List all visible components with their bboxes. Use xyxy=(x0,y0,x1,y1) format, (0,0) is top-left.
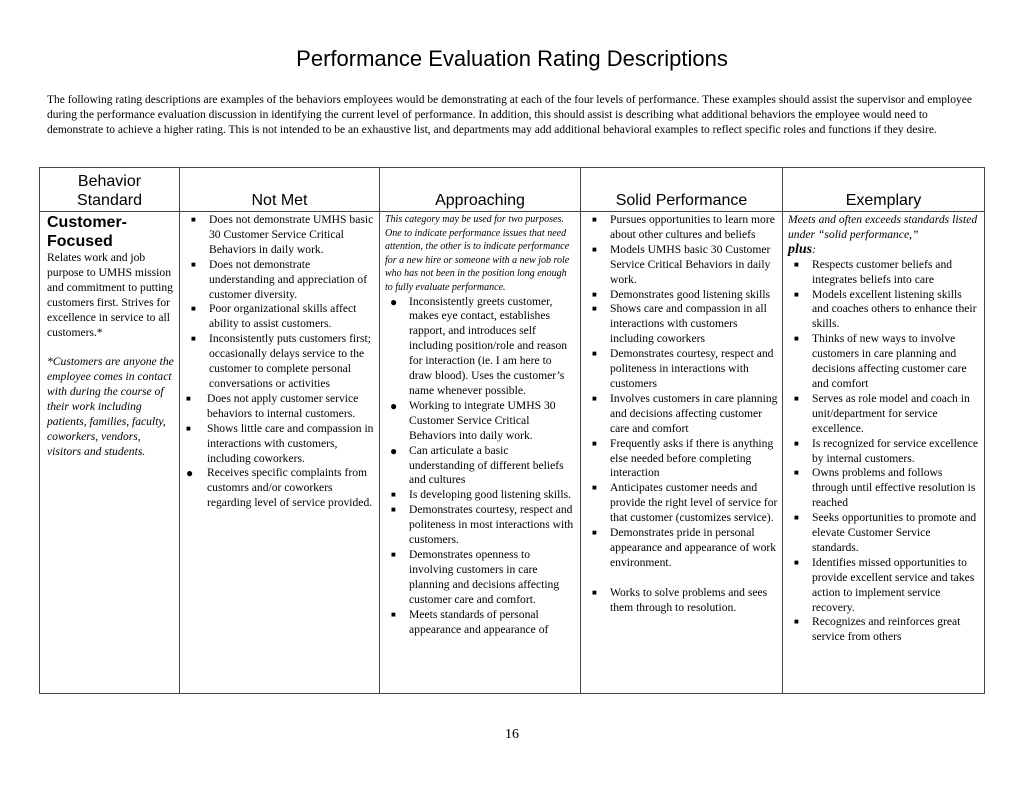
square-bullet-icon: ■ xyxy=(592,483,597,493)
list-item-text: Respects customer beliefs and integrates beliefs into care xyxy=(812,257,953,286)
list-item xyxy=(385,399,576,444)
header-solid-performance: Solid Performance xyxy=(581,168,783,212)
square-bullet-icon: ■ xyxy=(794,438,799,448)
square-bullet-icon: ■ xyxy=(191,215,196,224)
rating-table xyxy=(39,167,985,694)
list-item-text: Inconsistently puts customers first; occasionally delays service to the customer to complete personal conversations or activities xyxy=(209,332,371,390)
list-item-text: Recognizes and reinforces great service from others xyxy=(812,615,961,644)
list-item xyxy=(586,302,778,347)
behavior-cell xyxy=(40,212,180,694)
square-bullet-icon: ■ xyxy=(794,468,799,478)
list-item-text: Demonstrates courtesy, respect and politeness in interactions with customers xyxy=(610,347,774,390)
spacer xyxy=(47,340,175,355)
list-item-text: Is recognized for service excellence by internal customers. xyxy=(812,436,979,465)
list-item xyxy=(385,295,576,399)
exemplary-plus: plus xyxy=(788,241,813,257)
square-bullet-icon: ■ xyxy=(592,393,597,403)
square-bullet-icon: ■ xyxy=(592,215,597,224)
list-item-text: Demonstrates good listening skills xyxy=(610,287,771,301)
round-bullet-icon: ● xyxy=(390,294,398,309)
list-item-text: Thinks of new ways to involve customers in care planning and decisions affecting customer care and comfort xyxy=(812,332,967,390)
list-item xyxy=(185,258,375,303)
list-item-text: Does not apply customer service behaviors to internal customers. xyxy=(207,391,359,420)
square-bullet-icon: ■ xyxy=(592,349,597,359)
square-bullet-icon: ■ xyxy=(592,289,597,299)
list-item xyxy=(788,615,980,645)
list-item xyxy=(788,466,980,511)
list-item xyxy=(788,332,980,392)
square-bullet-icon: ■ xyxy=(191,259,196,269)
exemplary-list xyxy=(788,258,980,646)
exemplary-plus-line xyxy=(788,243,980,258)
list-item-text: Models UMHS basic 30 Customer Service Critical Behaviors in daily work. xyxy=(610,242,771,286)
list-item-text: Frequently asks if there is anything else needed before completing interaction xyxy=(610,436,774,480)
page-number: 16 xyxy=(505,727,519,742)
header-approaching: Approaching xyxy=(380,168,581,212)
not-met-list xyxy=(185,213,375,511)
list-item-text: Anticipates customer needs and provide the right level of service for that customer (customizes service). xyxy=(610,481,778,525)
square-bullet-icon: ■ xyxy=(794,289,799,299)
square-bullet-icon: ■ xyxy=(794,393,799,403)
square-bullet-icon: ■ xyxy=(186,423,191,433)
colon-glyph: : xyxy=(812,242,816,256)
approaching-list xyxy=(385,295,576,638)
list-item-text: Demonstrates openness to involving customers in care planning and decisions affecting customer care and comfort. xyxy=(409,547,560,606)
list-item-text: Meets standards of personal appearance and appearance of xyxy=(409,607,549,636)
square-bullet-icon: ■ xyxy=(794,557,799,567)
list-item xyxy=(385,503,576,548)
list-item-text: Working to integrate UMHS 30 Customer Service Critical Behaviors into daily work. xyxy=(409,398,556,442)
intro-paragraph: The following rating descriptions are examples of the behaviors employees would be demonstrating at each of the four levels of performance. These examples should assist the supervisor and employee during the performance evaluation discussion in identifying the current level of performance. In addition, this should assist is describing what additional behaviors the employee would need to demonstrate to achieve a higher rating. This is not intended to be an exhaustive list, and departments may add additional behavioral examples to reflect specific roles and functions if they desire. xyxy=(47,94,972,136)
header-behavior-line1: Behavior xyxy=(77,173,142,190)
page-title: Performance Evaluation Rating Descriptions xyxy=(296,46,728,71)
round-bullet-icon: ● xyxy=(390,443,398,458)
list-item-text: Seeks opportunities to promote and elevate Customer Service standards. xyxy=(812,511,977,554)
list-item xyxy=(788,392,980,437)
list-item xyxy=(185,422,375,467)
list-item xyxy=(586,586,778,616)
list-item xyxy=(586,288,778,303)
round-bullet-icon: ● xyxy=(390,398,398,413)
list-item-text: Poor organizational skills affect ability to assist customers. xyxy=(209,302,357,331)
list-item xyxy=(586,437,778,482)
list-item xyxy=(586,481,778,526)
behavior-description: Relates work and job purpose to UMHS mission and commitment to putting customers first. Strives for excellence in service to all customers.* xyxy=(47,251,173,339)
list-item xyxy=(788,556,980,616)
square-bullet-icon: ■ xyxy=(391,490,396,500)
exemplary-intro xyxy=(788,213,980,243)
list-item-text: Is developing good listening skills. xyxy=(409,488,571,502)
square-bullet-icon: ■ xyxy=(186,393,191,403)
header-behavior-line2: Standard xyxy=(77,192,142,209)
square-bullet-icon: ■ xyxy=(592,587,597,597)
list-item xyxy=(385,548,576,608)
list-item xyxy=(788,288,980,333)
list-item-text: Serves as role model and coach in unit/department for service excellence. xyxy=(812,391,970,435)
list-item xyxy=(385,488,576,503)
list-item xyxy=(185,302,375,332)
list-item xyxy=(385,444,576,489)
list-item xyxy=(788,437,980,467)
list-item xyxy=(586,526,778,571)
header-not-met: Not Met xyxy=(180,168,380,212)
list-item-text: Pursues opportunities to learn more about other cultures and beliefs xyxy=(610,213,775,241)
square-bullet-icon: ■ xyxy=(391,505,396,515)
list-item-text: Owns problems and follows through until effective resolution is reached xyxy=(812,466,976,510)
approaching-cell xyxy=(380,212,581,694)
exemplary-cell xyxy=(783,212,985,694)
square-bullet-icon: ■ xyxy=(592,438,597,448)
square-bullet-icon: ■ xyxy=(794,617,799,627)
square-bullet-icon: ■ xyxy=(794,259,799,269)
list-item-text: Works to solve problems and sees them through to resolution. xyxy=(610,585,768,614)
list-item-text: Involves customers in care planning and decisions affecting customer care and comfort xyxy=(610,391,778,435)
square-bullet-icon: ■ xyxy=(592,528,597,538)
list-item xyxy=(788,511,980,556)
solid-performance-list xyxy=(586,213,778,616)
list-item-text: Identifies missed opportunities to provide excellent service and takes action to implement service recovery. xyxy=(812,555,975,614)
list-item-text: Inconsistently greets customer, makes eye contact, establishes rapport, and introduces self including position/role and reason for interaction (ie. I am here to draw blood). Uses the customer’s name whenever possible. xyxy=(409,294,568,397)
spacer xyxy=(586,571,778,586)
list-item-text: Does not demonstrate UMHS basic 30 Customer Service Critical Behaviors in daily work. xyxy=(209,213,374,256)
square-bullet-icon: ■ xyxy=(391,549,396,559)
table-header-row xyxy=(40,168,985,212)
list-item-text: Models excellent listening skills and coaches others to enhance their skills. xyxy=(812,287,977,331)
table-row xyxy=(40,212,985,694)
square-bullet-icon: ■ xyxy=(592,244,597,254)
round-bullet-icon: ● xyxy=(186,466,194,481)
behavior-title-line1: Customer- xyxy=(47,214,128,231)
list-item xyxy=(385,608,576,638)
list-item-text: Demonstrates courtesy, respect and politeness in most interactions with customers. xyxy=(409,503,574,547)
header-behavior-standard xyxy=(40,168,180,212)
list-item xyxy=(586,213,778,243)
list-item-text: Shows care and compassion in all interactions with customers including coworkers xyxy=(610,302,767,346)
list-item-text: Can articulate a basic understanding of different beliefs and cultures xyxy=(409,443,564,487)
list-item xyxy=(586,392,778,437)
list-item xyxy=(185,332,375,392)
list-item xyxy=(185,213,375,258)
list-item xyxy=(185,392,375,422)
not-met-cell xyxy=(180,212,380,694)
list-item-text: Receives specific complaints from customrs and/or coworkers regarding level of service provided. xyxy=(207,466,373,510)
behavior-title-line2: Focused xyxy=(47,233,113,250)
square-bullet-icon: ■ xyxy=(191,334,196,344)
square-bullet-icon: ■ xyxy=(191,304,196,314)
list-item xyxy=(788,258,980,288)
exemplary-intro-text: Meets and often exceeds standards listed under “solid performance,” xyxy=(788,213,978,241)
approaching-note: This category may be used for two purposes. One to indicate performance issues that need attention, the other is to indicate performance for a new hire or someone with a new job role who has not been in the position long enough to fully evaluate performance. xyxy=(385,214,570,293)
header-exemplary: Exemplary xyxy=(783,168,985,212)
list-item-text: Demonstrates pride in personal appearance and appearance of work environment. xyxy=(610,526,777,569)
square-bullet-icon: ■ xyxy=(592,304,597,314)
list-item xyxy=(185,466,375,511)
list-item-text: Shows little care and compassion in interactions with customers, including coworkers. xyxy=(207,421,374,465)
behavior-footnote: *Customers are anyone the employee comes in contact with during the course of their work including patients, families, faculty, coworkers, vendors, visitors and students. xyxy=(47,355,174,458)
list-item-text: Does not demonstrate understanding and appreciation of customer diversity. xyxy=(209,257,368,301)
square-bullet-icon: ■ xyxy=(794,334,799,344)
square-bullet-icon: ■ xyxy=(391,609,396,619)
square-bullet-icon: ■ xyxy=(794,513,799,523)
list-item xyxy=(586,347,778,392)
list-item xyxy=(586,243,778,288)
solid-performance-cell xyxy=(581,212,783,694)
